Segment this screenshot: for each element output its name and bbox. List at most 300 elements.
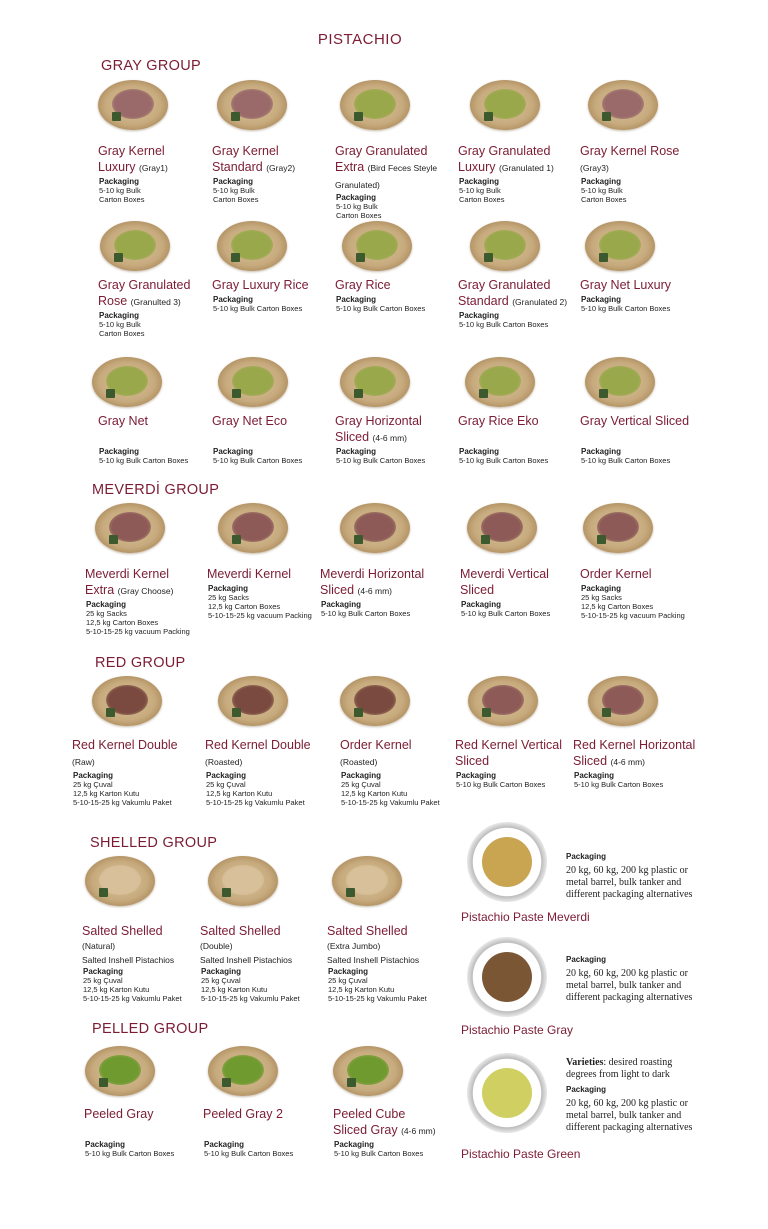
product-image bbox=[588, 676, 658, 726]
product-name bbox=[98, 277, 224, 310]
product-image bbox=[585, 221, 655, 271]
packaging-line: 12,5 kg Karton Kutu bbox=[206, 789, 273, 798]
product-name-line1: Meverdi Kernel bbox=[85, 567, 170, 581]
brand-logo-icon bbox=[232, 389, 241, 398]
brand-logo-icon bbox=[479, 389, 488, 398]
product-name-line2: Sliced bbox=[455, 754, 490, 768]
product-name bbox=[580, 277, 706, 293]
packaging-line: 5-10 kg Bulk Carton Boxes bbox=[574, 780, 664, 789]
packaging-line: Carton Boxes bbox=[459, 195, 505, 204]
packaging-text: 20 kg, 60 kg, 200 kg plastic or metal barrel, bulk tanker and different packaging alternatives bbox=[566, 1098, 693, 1133]
packaging-label: Packaging bbox=[581, 177, 622, 186]
product-subtitle: Salted Inshell Pistachios bbox=[200, 955, 293, 965]
product-name bbox=[320, 566, 446, 599]
product-name-line1: Salted Shelled bbox=[82, 924, 163, 938]
packaging-line: Carton Boxes bbox=[99, 195, 145, 204]
packaging-info bbox=[334, 1140, 423, 1158]
paste-fill bbox=[482, 837, 532, 887]
paste-packaging bbox=[566, 1057, 701, 1134]
packaging-line: 12,5 kg Karton Kutu bbox=[341, 789, 408, 798]
packaging-label: Packaging bbox=[566, 1085, 607, 1094]
product-name-line1: Gray Kernel Rose bbox=[580, 144, 680, 158]
product-note: (Gray1) bbox=[139, 163, 168, 173]
packaging-line: 5-10 kg Bulk Carton Boxes bbox=[99, 456, 189, 465]
product-name-line2: Rose bbox=[98, 294, 128, 308]
packaging-line: 5-10-15-25 kg Vakumlu Paket bbox=[341, 798, 440, 807]
shelled-group-title: SHELLED GROUP bbox=[90, 835, 218, 851]
packaging-line: Carton Boxes bbox=[213, 195, 259, 204]
packaging-line: 5-10 kg Bulk Carton Boxes bbox=[334, 1149, 424, 1158]
product-name-line1: Gray Granulated bbox=[98, 278, 191, 292]
packaging-line: 12,5 kg Karton Kutu bbox=[328, 985, 395, 994]
packaging-info bbox=[213, 295, 302, 313]
product-name bbox=[327, 923, 453, 939]
packaging-label: Packaging bbox=[459, 177, 500, 186]
packaging-line: Carton Boxes bbox=[336, 211, 382, 220]
product-name bbox=[98, 413, 224, 429]
paste-packaging bbox=[566, 951, 701, 1004]
packaging-line: 5-10 kg Bulk Carton Boxes bbox=[321, 609, 411, 618]
product-name bbox=[580, 143, 706, 176]
varieties-label: Varieties bbox=[566, 1057, 604, 1068]
brand-logo-icon bbox=[354, 535, 363, 544]
product-name bbox=[72, 737, 198, 770]
packaging-info bbox=[581, 295, 670, 313]
brand-logo-icon bbox=[106, 389, 115, 398]
packaging-label: Packaging bbox=[456, 771, 497, 780]
product-name bbox=[335, 277, 461, 293]
brand-logo-icon bbox=[602, 112, 611, 121]
product-name bbox=[458, 413, 584, 429]
product-name-line1: Salted Shelled bbox=[200, 924, 281, 938]
product-name bbox=[82, 923, 208, 939]
product-image bbox=[340, 80, 410, 130]
product-subtitle: Salted Inshell Pistachios bbox=[82, 955, 175, 965]
brand-logo-icon bbox=[482, 708, 491, 717]
packaging-line: 5-10 kg Bulk Carton Boxes bbox=[461, 609, 551, 618]
packaging-line: 25 kg Sacks bbox=[208, 593, 249, 602]
brand-logo-icon bbox=[484, 253, 493, 262]
packaging-info bbox=[321, 600, 410, 618]
packaging-line: 25 kg Sacks bbox=[86, 609, 127, 618]
packaging-info bbox=[83, 967, 182, 1003]
red-group-title: RED GROUP bbox=[95, 655, 186, 671]
packaging-info bbox=[99, 177, 144, 204]
product-note: (Roasted) bbox=[205, 757, 243, 767]
meverdi-group-title: MEVERDİ GROUP bbox=[92, 482, 220, 498]
product-name bbox=[460, 566, 586, 598]
product-name-line2: Luxury bbox=[458, 160, 496, 174]
packaging-info bbox=[213, 447, 302, 465]
product-name-line1: Gray Horizontal bbox=[335, 414, 422, 428]
packaging-info bbox=[86, 600, 190, 636]
brand-logo-icon bbox=[222, 1078, 231, 1087]
packaging-line: 5-10-15-25 kg Vakumlu Paket bbox=[201, 994, 300, 1003]
packaging-line: 5-10 kg Bulk Carton Boxes bbox=[336, 456, 426, 465]
product-image bbox=[85, 1046, 155, 1096]
pelled-group-title: PELLED GROUP bbox=[92, 1021, 209, 1037]
product-name-line1: Gray Vertical Sliced bbox=[580, 414, 690, 428]
product-name-line1: Peeled Gray bbox=[84, 1107, 154, 1121]
product-name-line1: Meverdi Horizontal bbox=[320, 567, 425, 581]
product-image bbox=[465, 357, 535, 407]
packaging-line: 25 kg Çuval bbox=[341, 780, 381, 789]
packaging-line: 5-10 kg Bulk Carton Boxes bbox=[204, 1149, 294, 1158]
packaging-label: Packaging bbox=[201, 967, 242, 976]
packaging-label: Packaging bbox=[461, 600, 502, 609]
packaging-info bbox=[206, 771, 305, 807]
product-image bbox=[85, 856, 155, 906]
product-image bbox=[95, 503, 165, 553]
product-name-line1: Gray Net bbox=[98, 414, 149, 428]
packaging-label: Packaging bbox=[204, 1140, 245, 1149]
packaging-label: Packaging bbox=[99, 447, 140, 456]
brand-logo-icon bbox=[99, 1078, 108, 1087]
product-note: (Extra Jumbo) bbox=[327, 941, 381, 951]
product-name-line1: Red Kernel Horizontal bbox=[573, 738, 696, 752]
packaging-label: Packaging bbox=[99, 177, 140, 186]
product-name-line1: Peeled Cube bbox=[333, 1107, 406, 1121]
packaging-label: Packaging bbox=[334, 1140, 375, 1149]
paste-title: Pistachio Paste Gray bbox=[461, 1023, 574, 1037]
product-image bbox=[340, 503, 410, 553]
packaging-line: 12,5 kg Carton Boxes bbox=[86, 618, 159, 627]
product-name bbox=[207, 566, 333, 582]
packaging-line: 5-10-15-25 kg Vakumlu Paket bbox=[206, 798, 305, 807]
brand-logo-icon bbox=[231, 253, 240, 262]
product-name-line2: Sliced bbox=[460, 583, 495, 597]
product-name bbox=[84, 1106, 210, 1122]
brand-logo-icon bbox=[599, 253, 608, 262]
product-note: (4-6 mm) bbox=[372, 433, 408, 443]
packaging-info bbox=[336, 295, 425, 313]
brand-logo-icon bbox=[597, 535, 606, 544]
brand-logo-icon bbox=[354, 708, 363, 717]
product-image bbox=[340, 676, 410, 726]
packaging-info bbox=[201, 967, 300, 1003]
packaging-label: Packaging bbox=[208, 584, 249, 593]
product-note: (4-6 mm) bbox=[401, 1126, 436, 1136]
brand-logo-icon bbox=[347, 1078, 356, 1087]
product-note: (Natural) bbox=[82, 941, 116, 951]
product-image bbox=[100, 221, 170, 271]
product-name bbox=[333, 1106, 459, 1139]
packaging-info bbox=[336, 447, 425, 465]
packaging-line: 12,5 kg Karton Kutu bbox=[83, 985, 150, 994]
packaging-line: 25 kg Çuval bbox=[328, 976, 368, 985]
packaging-line: Carton Boxes bbox=[99, 329, 145, 338]
packaging-info bbox=[73, 771, 172, 807]
packaging-info bbox=[459, 311, 548, 329]
packaging-label: Packaging bbox=[73, 771, 114, 780]
product-name-line2: Sliced bbox=[320, 583, 355, 597]
packaging-info bbox=[456, 771, 545, 789]
packaging-line: 5-10 kg Bulk bbox=[581, 186, 623, 195]
brand-logo-icon bbox=[99, 888, 108, 897]
product-name bbox=[85, 566, 211, 599]
product-name bbox=[212, 277, 338, 293]
product-name-line1: Peeled Gray 2 bbox=[203, 1107, 283, 1121]
product-name-line1: Order Kernel bbox=[340, 738, 412, 752]
product-image bbox=[468, 676, 538, 726]
packaging-label: Packaging bbox=[566, 955, 607, 964]
packaging-line: 5-10 kg Bulk Carton Boxes bbox=[581, 304, 671, 313]
paste-image bbox=[467, 1053, 547, 1133]
packaging-label: Packaging bbox=[213, 447, 254, 456]
brand-logo-icon bbox=[354, 112, 363, 121]
product-name bbox=[580, 413, 706, 429]
packaging-info bbox=[204, 1140, 293, 1158]
packaging-text: 20 kg, 60 kg, 200 kg plastic or metal barrel, bulk tanker and different packaging alternatives bbox=[566, 968, 693, 1003]
brand-logo-icon bbox=[231, 112, 240, 121]
product-image bbox=[218, 357, 288, 407]
packaging-line: 25 kg Sacks bbox=[581, 593, 622, 602]
packaging-label: Packaging bbox=[83, 967, 124, 976]
packaging-line: 5-10 kg Bulk bbox=[336, 202, 378, 211]
product-image bbox=[208, 1046, 278, 1096]
gray-group-title: GRAY GROUP bbox=[101, 58, 201, 74]
paste-packaging bbox=[566, 848, 701, 901]
packaging-label: Packaging bbox=[328, 967, 369, 976]
paste-image bbox=[467, 937, 547, 1017]
product-name bbox=[200, 923, 326, 939]
product-name bbox=[340, 737, 466, 770]
packaging-label: Packaging bbox=[566, 852, 607, 861]
product-name-line2: Sliced bbox=[573, 754, 608, 768]
packaging-line: 5-10 kg Bulk bbox=[99, 186, 141, 195]
product-name-line1: Gray Rice Eko bbox=[458, 414, 539, 428]
product-note: (Double) bbox=[200, 941, 233, 951]
product-name-line1: Gray Kernel bbox=[98, 144, 165, 158]
product-note: (4-6 mm) bbox=[357, 586, 393, 596]
product-note: (Granulated 2) bbox=[512, 297, 568, 307]
product-image bbox=[470, 80, 540, 130]
product-name-line1: Gray Net Eco bbox=[212, 414, 288, 428]
product-name bbox=[205, 737, 331, 770]
packaging-line: Carton Boxes bbox=[581, 195, 627, 204]
packaging-line: 5-10 kg Bulk bbox=[459, 186, 501, 195]
packaging-line: 5-10 kg Bulk Carton Boxes bbox=[459, 456, 549, 465]
product-image bbox=[340, 357, 410, 407]
packaging-line: 5-10 kg Bulk Carton Boxes bbox=[459, 320, 549, 329]
product-image bbox=[333, 1046, 403, 1096]
paste-fill bbox=[482, 1068, 532, 1118]
packaging-line: 12,5 kg Carton Boxes bbox=[581, 602, 654, 611]
product-note: (Granulated 1) bbox=[499, 163, 554, 173]
packaging-label: Packaging bbox=[459, 311, 500, 320]
product-note: (Granulted 3) bbox=[130, 297, 181, 307]
product-image bbox=[467, 503, 537, 553]
packaging-line: 12,5 kg Karton Kutu bbox=[73, 789, 140, 798]
product-name bbox=[580, 566, 706, 582]
product-name-line2: Standard bbox=[458, 294, 509, 308]
product-name-line2: Extra bbox=[85, 583, 115, 597]
product-name bbox=[212, 143, 338, 176]
product-name-line1: Meverdi Kernel bbox=[207, 567, 292, 581]
product-name-line1: Gray Luxury Rice bbox=[212, 278, 309, 292]
packaging-label: Packaging bbox=[574, 771, 615, 780]
product-note: (Gray2) bbox=[266, 163, 296, 173]
packaging-info bbox=[336, 193, 381, 220]
paste-image bbox=[467, 822, 547, 902]
packaging-label: Packaging bbox=[581, 584, 622, 593]
product-image bbox=[92, 676, 162, 726]
paste-fill bbox=[482, 952, 532, 1002]
product-name bbox=[335, 413, 461, 446]
packaging-heading bbox=[566, 954, 701, 966]
product-name bbox=[573, 737, 703, 770]
packaging-label: Packaging bbox=[213, 177, 254, 186]
product-note: (Gray Choose) bbox=[117, 586, 174, 596]
packaging-label: Packaging bbox=[86, 600, 127, 609]
packaging-line: 5-10-15-25 kg Vakumlu Paket bbox=[328, 994, 427, 1003]
packaging-info bbox=[85, 1140, 174, 1158]
product-note: (4-6 mm) bbox=[610, 757, 646, 767]
brand-logo-icon bbox=[354, 389, 363, 398]
brand-logo-icon bbox=[484, 112, 493, 121]
packaging-line: 5-10 kg Bulk Carton Boxes bbox=[85, 1149, 175, 1158]
packaging-info bbox=[99, 447, 188, 465]
product-name-line1: Red Kernel Double bbox=[72, 738, 178, 752]
product-name bbox=[212, 413, 338, 429]
packaging-label: Packaging bbox=[85, 1140, 126, 1149]
product-name-line1: Red Kernel Double bbox=[205, 738, 311, 752]
packaging-info bbox=[574, 771, 663, 789]
brand-logo-icon bbox=[346, 888, 355, 897]
brand-logo-icon bbox=[222, 888, 231, 897]
packaging-info bbox=[213, 177, 258, 204]
product-name-line1: Gray Granulated bbox=[335, 144, 428, 158]
product-name-line2: Standard bbox=[212, 160, 263, 174]
brand-logo-icon bbox=[602, 708, 611, 717]
product-image bbox=[217, 221, 287, 271]
packaging-label: Packaging bbox=[336, 295, 377, 304]
packaging-line: 5-10 kg Bulk bbox=[213, 186, 255, 195]
brand-logo-icon bbox=[599, 389, 608, 398]
product-note: (Roasted) bbox=[340, 757, 378, 767]
packaging-info bbox=[208, 584, 312, 620]
packaging-label: Packaging bbox=[206, 771, 247, 780]
packaging-info bbox=[341, 771, 440, 807]
packaging-label: Packaging bbox=[581, 295, 622, 304]
brand-logo-icon bbox=[232, 708, 241, 717]
packaging-line: 5-10 kg Bulk Carton Boxes bbox=[456, 780, 546, 789]
product-name-line1: Gray Granulated bbox=[458, 144, 551, 158]
product-image bbox=[588, 80, 658, 130]
packaging-line: 5-10 kg Bulk Carton Boxes bbox=[213, 456, 303, 465]
packaging-line: 12,5 kg Karton Kutu bbox=[201, 985, 268, 994]
packaging-line: 25 kg Çuval bbox=[206, 780, 246, 789]
product-name bbox=[203, 1106, 329, 1122]
product-name-line1: Red Kernel Vertical bbox=[455, 738, 563, 752]
packaging-label: Packaging bbox=[321, 600, 362, 609]
packaging-label: Packaging bbox=[336, 193, 377, 202]
product-image bbox=[218, 676, 288, 726]
packaging-line: 5-10-15-25 kg Vakumlu Paket bbox=[73, 798, 172, 807]
product-image bbox=[583, 503, 653, 553]
product-image bbox=[342, 221, 412, 271]
product-subtitle: Salted Inshell Pistachios bbox=[327, 955, 420, 965]
packaging-info bbox=[328, 967, 427, 1003]
product-name-line1: Meverdi Vertical bbox=[460, 567, 549, 581]
product-name-line1: Gray Rice bbox=[335, 278, 391, 292]
packaging-info bbox=[581, 584, 685, 620]
packaging-info bbox=[581, 447, 670, 465]
product-name-line2: Sliced bbox=[335, 430, 370, 444]
paste-title: Pistachio Paste Green bbox=[461, 1147, 581, 1161]
packaging-text: 20 kg, 60 kg, 200 kg plastic or metal barrel, bulk tanker and different packaging alternatives bbox=[566, 865, 693, 900]
product-name-line1: Order Kernel bbox=[580, 567, 652, 581]
product-image bbox=[217, 80, 287, 130]
paste-title: Pistachio Paste Meverdi bbox=[461, 910, 590, 924]
packaging-line: 25 kg Çuval bbox=[201, 976, 241, 985]
product-name bbox=[458, 143, 584, 176]
page-title: PISTACHIO bbox=[317, 31, 403, 48]
packaging-line: 5-10-15-25 kg Vakumlu Paket bbox=[83, 994, 182, 1003]
product-name-line2: Luxury bbox=[98, 160, 136, 174]
packaging-info bbox=[461, 600, 550, 618]
packaging-label: Packaging bbox=[213, 295, 254, 304]
brand-logo-icon bbox=[114, 253, 123, 262]
product-name-line1: Salted Shelled bbox=[327, 924, 408, 938]
packaging-label: Packaging bbox=[99, 311, 140, 320]
brand-logo-icon bbox=[232, 535, 241, 544]
product-image bbox=[218, 503, 288, 553]
brand-logo-icon bbox=[109, 535, 118, 544]
packaging-line: 25 kg Çuval bbox=[73, 780, 113, 789]
packaging-info bbox=[459, 177, 504, 204]
product-note: (Bird Feces Steyle Granulated) bbox=[335, 163, 438, 190]
product-name bbox=[98, 143, 224, 176]
packaging-info bbox=[459, 447, 548, 465]
product-name-line1: Gray Kernel bbox=[212, 144, 279, 158]
product-name-line2: Extra bbox=[335, 160, 365, 174]
packaging-label: Packaging bbox=[336, 447, 377, 456]
packaging-line: 5-10 kg Bulk bbox=[99, 320, 141, 329]
packaging-label: Packaging bbox=[459, 447, 500, 456]
product-name-line1: Gray Granulated bbox=[458, 278, 551, 292]
packaging-label: Packaging bbox=[581, 447, 622, 456]
product-image bbox=[332, 856, 402, 906]
brand-logo-icon bbox=[481, 535, 490, 544]
product-name bbox=[458, 277, 584, 310]
product-image bbox=[208, 856, 278, 906]
packaging-line: 5-10-15-25 kg vacuum Packing bbox=[208, 611, 312, 620]
packaging-line: 5-10-15-25 kg vacuum Packing bbox=[581, 611, 685, 620]
product-image bbox=[470, 221, 540, 271]
packaging-label: Packaging bbox=[341, 771, 382, 780]
product-name bbox=[335, 143, 461, 193]
brand-logo-icon bbox=[106, 708, 115, 717]
packaging-line: 5-10-15-25 kg vacuum Packing bbox=[86, 627, 190, 636]
product-image bbox=[585, 357, 655, 407]
product-note: (Gray3) bbox=[580, 163, 609, 173]
brand-logo-icon bbox=[356, 253, 365, 262]
packaging-line: 5-10 kg Bulk Carton Boxes bbox=[336, 304, 426, 313]
packaging-heading bbox=[566, 851, 701, 863]
varieties-text: : desired roasting degrees from light to dark bbox=[566, 1057, 673, 1080]
product-name bbox=[455, 737, 581, 769]
product-name-line1: Gray Net Luxury bbox=[580, 278, 672, 292]
packaging-line: 5-10 kg Bulk Carton Boxes bbox=[581, 456, 671, 465]
product-name-line2: Sliced Gray bbox=[333, 1123, 398, 1137]
packaging-line: 12,5 kg Carton Boxes bbox=[208, 602, 281, 611]
product-image bbox=[98, 80, 168, 130]
packaging-line: 5-10 kg Bulk Carton Boxes bbox=[213, 304, 303, 313]
packaging-heading bbox=[566, 1084, 701, 1096]
packaging-info bbox=[99, 311, 144, 338]
product-image bbox=[92, 357, 162, 407]
